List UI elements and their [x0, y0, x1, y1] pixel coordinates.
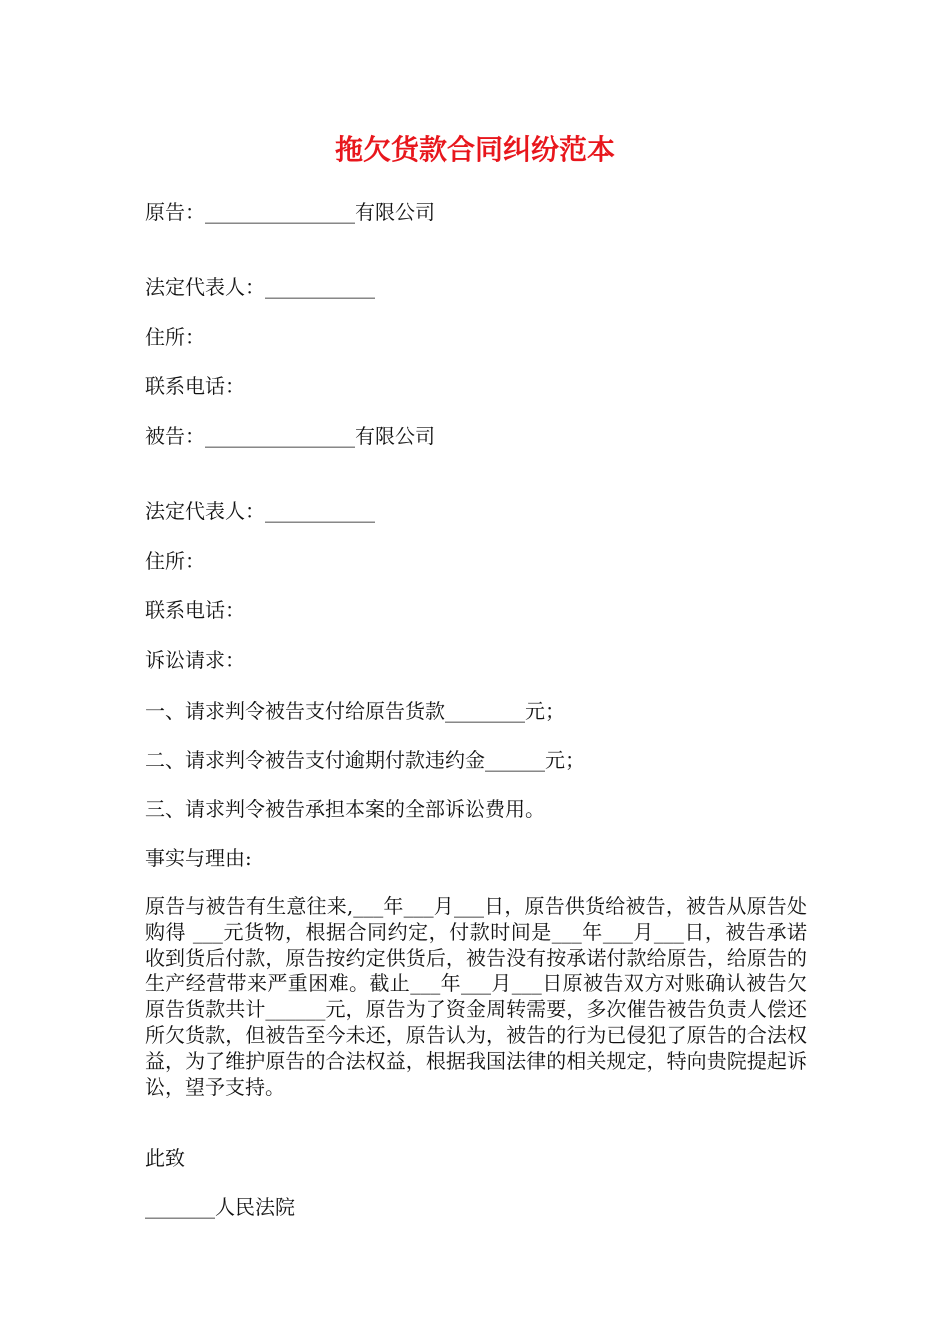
defendant-phone-line: 联系电话：	[145, 598, 245, 622]
facts-body: 原告与被告有生意往来,___年___月___日，原告供货给被告，被告从原告处购得 ___元货物，根据合同约定，付款时间是___年___月___日，被告承诺收到货后付款，原告按约定供货后，被告没有按承诺付款给原告，给原告的生产经营带来严重困难。截止___年___月___日原被告双方对账确认被告欠原告货款共计______元，原告为了资金周转需要，多次催告被告负责人偿还所欠货款，但被告至今未还，原告认为，被告的行为已侵犯了原告的合法权益，为了维护原告的合法权益，根据我国法律的相关规定，特向贵院提起诉讼，望予支持。	[145, 894, 807, 1099]
plaintiff-line: 原告：_______________有限公司	[145, 200, 435, 224]
claim-item-1: 一、请求判令被告支付给原告货款________元；	[145, 699, 565, 723]
claim-item-3: 三、请求判令被告承担本案的全部诉讼费用。	[145, 797, 545, 821]
defendant-line: 被告：_______________有限公司	[145, 424, 435, 448]
defendant-address-line: 住所：	[145, 549, 205, 573]
document-title: 拖欠货款合同纠纷范本	[334, 133, 615, 166]
closing-line: 此致	[145, 1146, 185, 1170]
court-line: _______人民法院	[145, 1195, 295, 1219]
plaintiff-phone-line: 联系电话：	[145, 374, 245, 398]
claim-item-2: 二、请求判令被告支付逾期付款违约金______元；	[145, 748, 585, 772]
claims-heading: 诉讼请求：	[145, 648, 245, 672]
plaintiff-representative-line: 法定代表人：___________	[145, 275, 375, 299]
defendant-representative-line: 法定代表人：___________	[145, 499, 375, 523]
plaintiff-address-line: 住所：	[145, 325, 205, 349]
facts-heading: 事实与理由:	[145, 846, 252, 870]
